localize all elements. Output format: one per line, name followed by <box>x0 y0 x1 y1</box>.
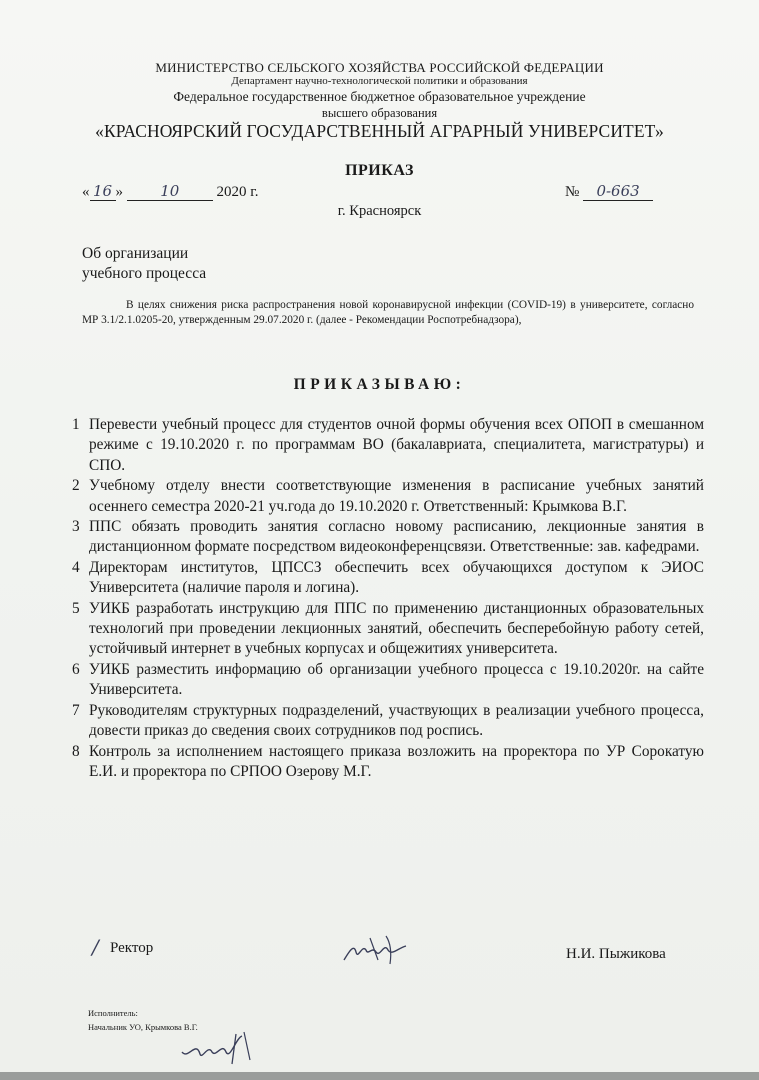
prikazyvayu-heading: ПРИКАЗЫВАЮ: <box>293 376 466 393</box>
date-close-quote: » <box>115 184 123 200</box>
date-open-quote: « <box>82 184 90 200</box>
performer-name: Начальник УО, Крымкова В.Г. <box>88 1022 198 1032</box>
rector-signature-image <box>340 930 410 970</box>
preamble-paragraph: В целях снижения риска распространения новой коронавирусной инфекции (COVID-19) в университете, согласно МР 3.1/2.1.0205-20, утвержденным 29.07.2020 г. (далее - Рекомендации Роспотребнадзора), <box>82 299 694 326</box>
university-name-heading: «КРАСНОЯРСКИЙ ГОСУДАРСТВЕННЫЙ АГРАРНЫЙ УНИВЕРСИТЕТ» <box>95 121 664 141</box>
order-item <box>72 599 704 660</box>
order-item <box>72 517 704 558</box>
signature-mark: / <box>92 935 99 959</box>
order-item <box>72 415 704 476</box>
item-number: 1 <box>72 416 80 433</box>
order-subject <box>82 244 282 284</box>
item-number: 3 <box>72 518 80 536</box>
signatory-name: Н.И. Пыжикова <box>566 946 666 962</box>
department-heading: Департамент научно-технологической политики и образования <box>231 75 528 87</box>
date-year: 2020 г. <box>216 184 259 200</box>
item-number: 7 <box>72 701 80 719</box>
institution-type-heading: Федеральное государственное бюджетное образовательное учреждение <box>173 89 586 104</box>
item-text: ППС обязать проводить занятия согласно новому расписанию, лекционные занятия в дистанционном формате посредством видеоконференцсвязи. Ответственные: зав. кафедрами. <box>89 518 704 556</box>
date-day: 16 <box>90 182 116 201</box>
order-item <box>72 476 704 517</box>
order-item <box>72 701 704 742</box>
item-number: 8 <box>72 742 80 760</box>
date-month: 10 <box>127 182 213 201</box>
order-number-value: 0-663 <box>583 182 653 201</box>
item-text: Учебному отделу внести соответствующие изменения в расписание учебных занятий осеннего семестра 2020-21 уч.года до 19.10.2020 г. Ответственный: Крымкова В.Г. <box>89 477 704 515</box>
order-item <box>72 660 704 701</box>
item-number: 5 <box>72 599 80 617</box>
signatory-position: Ректор <box>110 940 154 956</box>
item-text: Директорам институтов, ЦПССЗ обеспечить всех обучающихся доступом к ЭИОС Университета (наличие пароля и логина). <box>89 558 704 597</box>
subject-line-1: Об организации <box>82 245 189 262</box>
subject-line-2: учебного процесса <box>82 265 207 282</box>
education-level-heading: высшего образования <box>321 106 438 120</box>
bottom-edge-strip <box>0 1072 759 1080</box>
order-item <box>72 742 704 783</box>
ministry-heading: МИНИСТЕРСТВО СЕЛЬСКОГО ХОЗЯЙСТВА РОССИЙСКОЙ ФЕДЕРАЦИИ <box>155 60 604 75</box>
item-text: Контроль за исполнением настоящего приказа возложить на проректора по УР Сорокатую Е.И. и проректора по СРПОО Озерову М.Г. <box>89 742 704 780</box>
order-number-prefix: № <box>565 184 580 200</box>
performer-label: Исполнитель: <box>88 1008 138 1018</box>
order-city: г. Красноярск <box>337 203 422 219</box>
item-number: 4 <box>72 558 80 576</box>
order-title: ПРИКАЗ <box>345 162 414 179</box>
item-text: УИКБ разработать инструкцию для ППС по применению дистанционных образовательных технологий при проведении лекционных занятий, обеспечить бесперебойную работу сетей, устойчивый интернет в учебных корпусах и общежитиях университета. <box>89 599 704 658</box>
order-number <box>565 182 653 201</box>
item-text: Перевести учебный процесс для студентов очной формы обучения всех ОПОП в смешанном режиме с 19.10.2020 г. по программам ВО (бакалавриата, специалитета, магистратуры) и СПО. <box>89 416 704 474</box>
item-number: 6 <box>72 660 80 678</box>
performer-signature-image <box>178 1030 258 1070</box>
item-text: УИКБ разместить информацию об организации учебного процесса с 19.10.2020г. на сайте Университета. <box>89 660 704 699</box>
order-item <box>72 558 704 599</box>
order-items-list <box>72 415 704 782</box>
item-text: Руководителям структурных подразделений, участвующих в реализации учебного процесса, довести приказ до сведения своих сотрудников под роспись. <box>89 701 704 740</box>
order-date <box>82 182 258 201</box>
item-number: 2 <box>72 477 80 495</box>
